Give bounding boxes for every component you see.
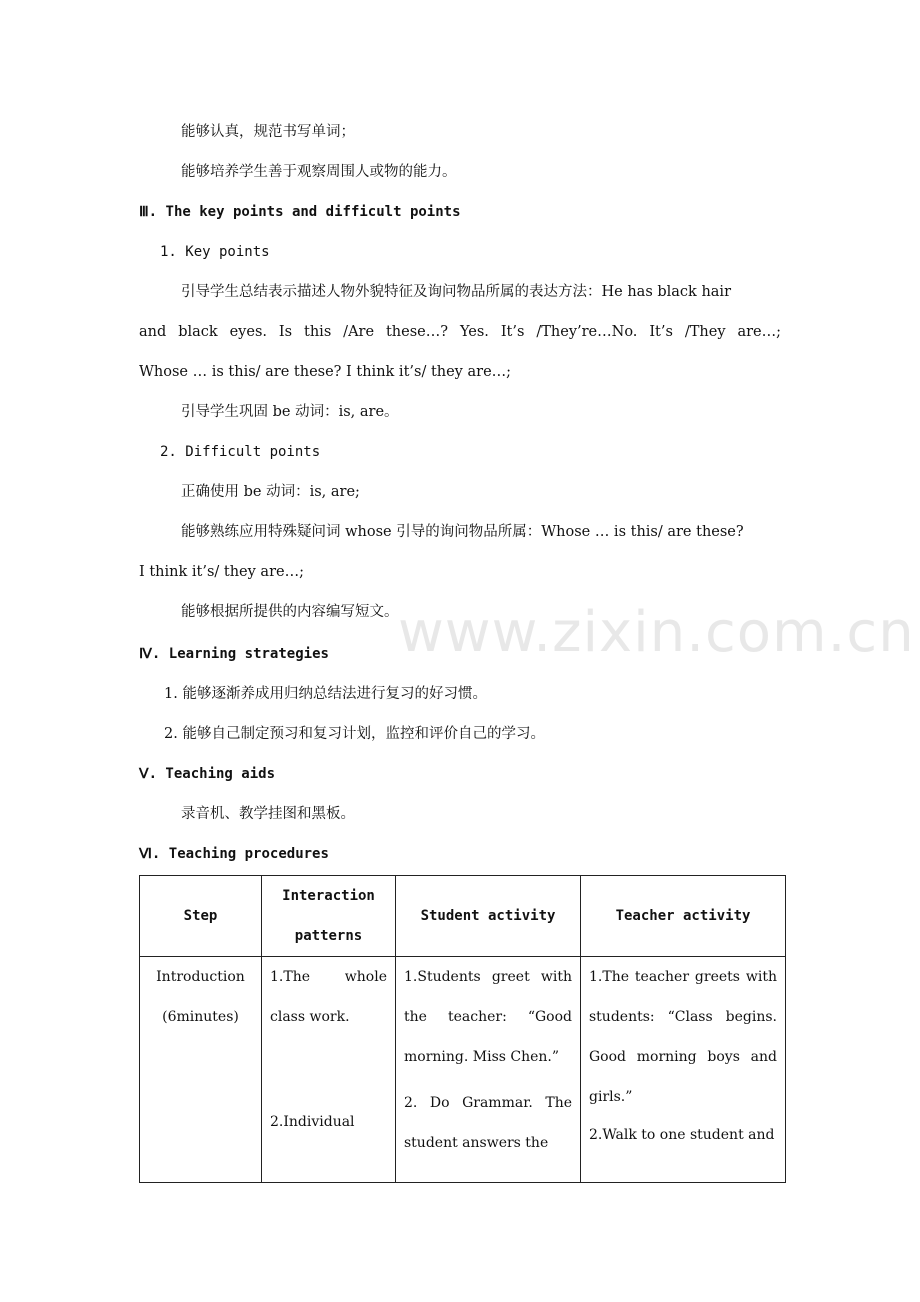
section-heading-learning-strategies: Ⅳ. Learning strategies	[139, 646, 329, 662]
header-step: Step	[140, 876, 262, 957]
section-heading-teaching-aids: Ⅴ. Teaching aids	[139, 766, 276, 782]
teacher-activity-item-1: 1.The teacher greets with students: “Class begins. Good morning boys and girls.”	[589, 969, 777, 1105]
difficult-points-text-1: 正确使用 be 动词：is, are;	[181, 484, 360, 500]
procedures-table	[139, 875, 786, 1183]
key-points-text-3: Whose … is this/ are these? I think it’s/ they are…;	[139, 364, 512, 380]
strategy-item-2: 2. 能够自己制定预习和复习计划，监控和评价自己的学习。	[164, 726, 545, 742]
interaction-item-1: 1.The whole class work.	[270, 969, 387, 1025]
cell-teacher-activity	[581, 957, 786, 1183]
header-teacher-activity: Teacher activity	[581, 876, 786, 957]
cell-interaction	[262, 957, 396, 1183]
student-activity-item-1: 1.Students greet with the teacher: “Good morning. Miss Chen.”	[404, 969, 572, 1065]
key-points-text-4: 引导学生巩固 be 动词：is, are。	[181, 404, 399, 420]
objective-line-2: 能够培养学生善于观察周围人或物的能力。	[181, 164, 457, 180]
header-student-activity: Student activity	[396, 876, 581, 957]
key-points-text-2: and black eyes. Is this /Are these…? Yes. It’s /They’re…No. It’s /They are…;	[139, 324, 781, 340]
table-header-row	[140, 876, 786, 957]
watermark: www.zixin.com.cn	[398, 600, 915, 665]
teacher-activity-item-2: 2.Walk to one student and	[589, 1127, 775, 1143]
objective-line-1: 能够认真，规范书写单词；	[181, 124, 355, 140]
step-duration: (6minutes)	[162, 1009, 239, 1025]
strategy-item-1: 1. 能够逐渐养成用归纳总结法进行复习的好习惯。	[164, 686, 487, 702]
cell-step	[140, 957, 262, 1183]
cell-student-activity	[396, 957, 581, 1183]
section-heading-teaching-procedures: Ⅵ. Teaching procedures	[139, 846, 329, 862]
section-heading-key-points: Ⅲ. The key points and difficult points	[139, 204, 461, 220]
teaching-aids-text: 录音机、教学挂图和黑板。	[181, 806, 355, 822]
student-activity-item-2: 2. Do Grammar. The student answers the	[404, 1095, 572, 1151]
difficult-points-label: 2. Difficult points	[160, 444, 321, 460]
key-points-label: 1. Key points	[160, 244, 270, 260]
interaction-item-2: 2.Individual	[270, 1114, 355, 1130]
table-row	[140, 957, 786, 1183]
difficult-points-text-3: I think it’s/ they are…;	[139, 564, 304, 580]
difficult-points-text-2: 能够熟练应用特殊疑问词 whose 引导的询问物品所属：Whose … is this/ are these?	[181, 524, 744, 540]
difficult-points-text-4: 能够根据所提供的内容编写短文。	[181, 604, 399, 620]
step-name: Introduction	[156, 969, 245, 985]
header-interaction-patterns: Interaction patterns	[262, 876, 396, 957]
key-points-text-1: 引导学生总结表示描述人物外貌特征及询问物品所属的表达方法：He has black hair	[181, 284, 731, 300]
